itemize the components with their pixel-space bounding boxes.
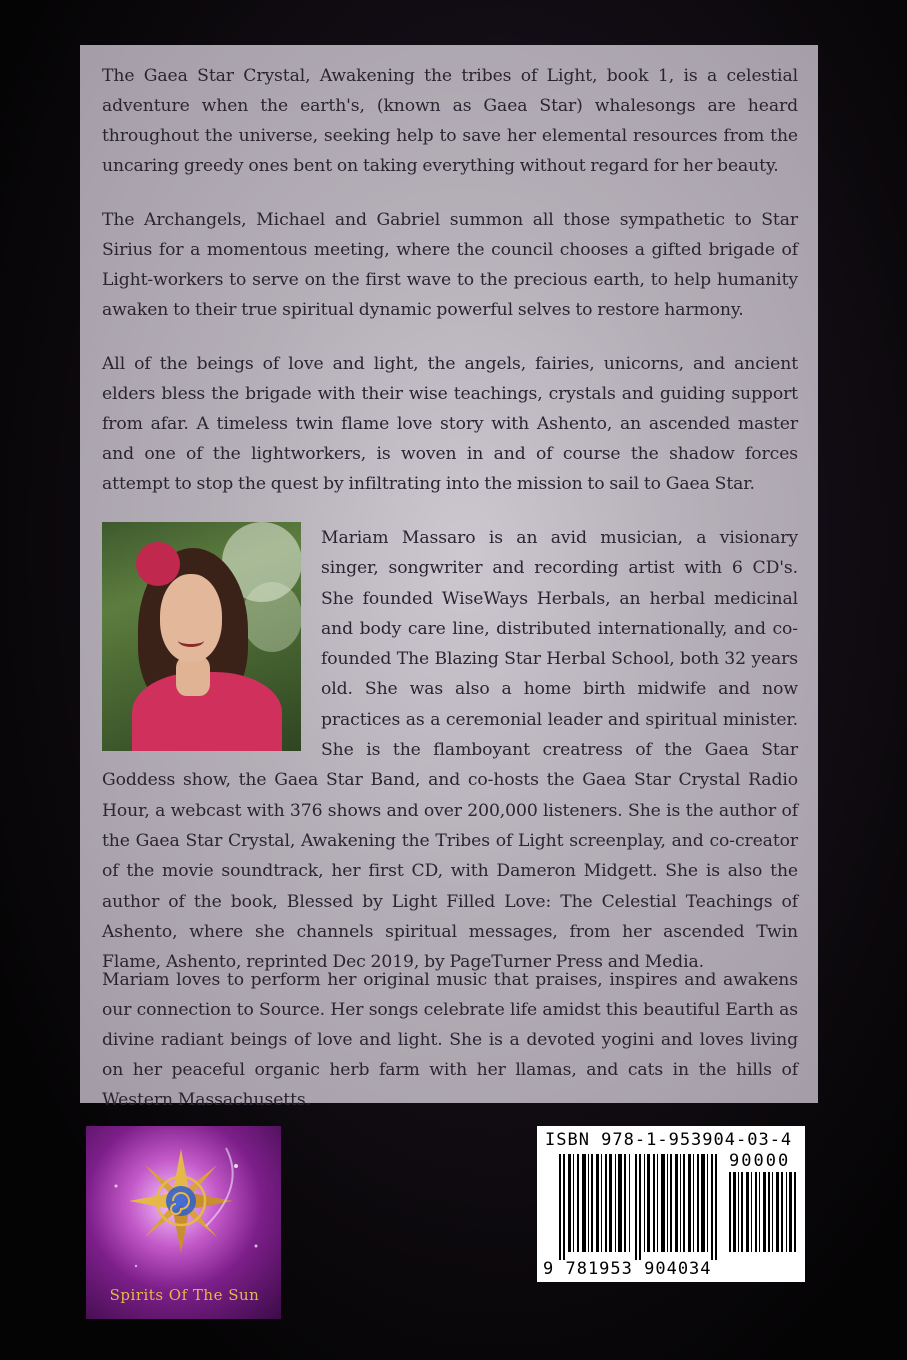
author-closing-paragraph: Mariam loves to perform her original music that praises, inspires and awakens our connection to Source. Her songs celebrate life amidst this beautiful Earth as divine radiant beings of love and light. She is a devoted yogini and loves living on her peaceful organic herb farm with her llamas, and cats in the hills of Western Massachusetts.	[102, 970, 798, 1110]
ean-number: 9 781953 904034	[543, 1259, 712, 1279]
synopsis-paragraph-2: The Archangels, Michael and Gabriel summon all those sympathetic to Star Sirius for a momentous meeting, where the council chooses a gifted brigade of Light-workers to serve on the first wave to the precious earth, to help humanity awaken to their true spiritual dynamic powerful selves to restore harmony.	[102, 210, 798, 320]
isbn-label: ISBN 978-1-953904-03-4	[545, 1130, 793, 1150]
publisher-name: Spirits Of The Sun	[109, 1286, 260, 1304]
author-photo	[102, 522, 301, 751]
ean-barcode-bars	[559, 1154, 723, 1260]
publisher-logo	[86, 1126, 281, 1319]
addon-barcode-bars	[729, 1172, 799, 1252]
synopsis-paragraph-1: The Gaea Star Crystal, Awakening the tribes of Light, book 1, is a celestial adventure when the earth's, (known as Gaea Star) whalesongs are heard throughout the universe, seeking help to save her elemental resources from the uncaring greedy ones bent on taking everything without regard for her beauty.	[102, 66, 798, 176]
isbn-barcode	[537, 1126, 805, 1282]
synopsis-paragraph-3: All of the beings of love and light, the angels, fairies, unicorns, and ancient elders bless the brigade with their wise teachings, crystals and guiding support from afar. A timeless twin flame love story with Ashento, an ascended master and one of the lightworkers, is woven in and of course the shadow forces attempt to stop the quest by infiltrating into the mission to sail to Gaea Star.	[102, 354, 798, 494]
author-bio-text: Mariam Massaro is an avid musician, a visionary singer, songwriter and recording artist with 6 CD's. She founded WiseWays Herbals, an herbal medicinal and body care line, distributed internationally, and co-founded The Blazing Star Herbal School, both 32 years old. She was also a home birth midwife and now practices as a ceremonial leader and spiritual minister. She is the flamboyant creatress of the Gaea Star Goddess show, the Gaea Star Band, and co-hosts the Gaea Star Crystal Radio Hour, a webcast with 376 shows and over 200,000 listeners. She is the author of the Gaea Star Crystal, Awakening the Tribes of Light screenplay, and co-creator of the movie soundtrack, her first CD, with Dameron Midgett. She is also the author of the book, Blessed by Light Filled Love: The Celestial Teachings of Ashento, where she channels spiritual messages, from her ascended Twin Flame, Ashento, reprinted Dec 2019, by PageTurner Press and Media.	[102, 528, 798, 973]
text-panel	[80, 45, 818, 1110]
author-bio-block	[102, 523, 798, 977]
price-addon-number: 90000	[729, 1151, 791, 1171]
